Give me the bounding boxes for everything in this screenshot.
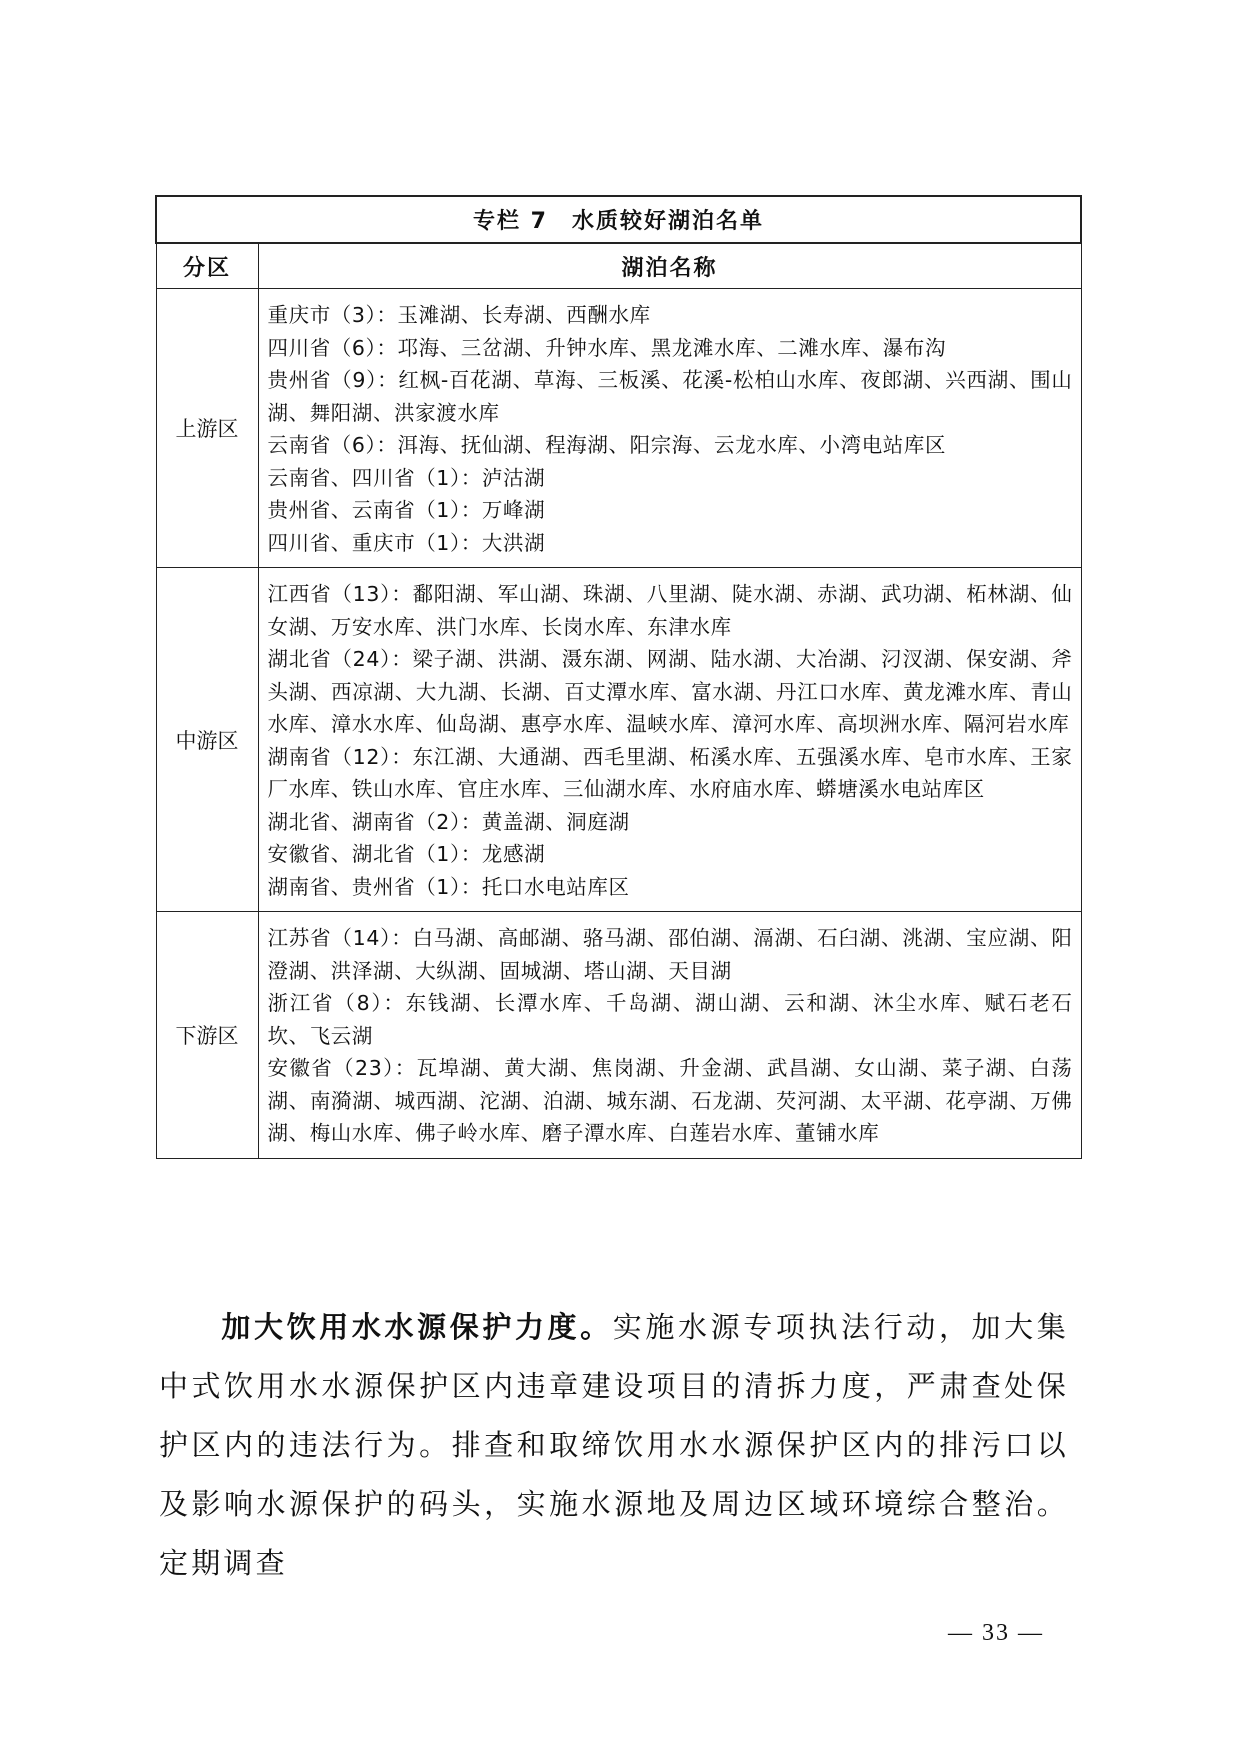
lake-line: 湖北省（24）：梁子湖、洪湖、滠东湖、网湖、陆水湖、大冶湖、汈汊湖、保安湖、斧头湖、西凉湖、大九湖、长湖、百丈潭水库、富水湖、丹江口水库、黄龙滩水库、青山水库、漳水水库、仙岛湖、惠亭水库、温峡水库、漳河水库、高坝洲水库、隔河岩水库 bbox=[267, 647, 1073, 736]
lakes-downstream bbox=[258, 912, 1081, 1159]
lake-line: 四川省（6）：邛海、三岔湖、升钟水库、黑龙滩水库、二滩水库、瀑布沟 bbox=[267, 335, 947, 360]
lake-line: 重庆市（3）：玉滩湖、长寿湖、西酬水库 bbox=[267, 303, 651, 327]
lake-list-box bbox=[155, 195, 1082, 1159]
lake-line: 江苏省（14）：白马湖、高邮湖、骆马湖、邵伯湖、滆湖、石臼湖、洮湖、宝应湖、阳澄湖、洪泽湖、大纵湖、固城湖、塔山湖、天目湖 bbox=[267, 926, 1073, 983]
lakes-upstream bbox=[258, 289, 1081, 568]
lake-line: 湖北省、湖南省（2）：黄盖湖、洞庭湖 bbox=[267, 809, 630, 834]
region-upstream: 上游区 bbox=[156, 289, 258, 568]
header-lakes: 湖泊名称 bbox=[258, 243, 1081, 289]
lake-line: 湖南省（12）：东江湖、大通湖、西毛里湖、柘溪水库、五强溪水库、皂市水库、王家厂水库、铁山水库、官庄水库、三仙湖水库、水府庙水库、蟒塘溪水电站库区 bbox=[267, 744, 1073, 801]
lake-line: 云南省（6）：洱海、抚仙湖、程海湖、阳宗海、云龙水库、小湾电站库区 bbox=[267, 433, 947, 457]
header-region: 分区 bbox=[156, 243, 258, 289]
lake-line: 贵州省、云南省（1）：万峰湖 bbox=[267, 498, 546, 522]
table-row bbox=[156, 289, 1081, 568]
lake-line: 四川省、重庆市（1）：大洪湖 bbox=[267, 530, 546, 555]
box-title: 专栏 7 水质较好湖泊名单 bbox=[156, 196, 1081, 243]
page-number: — 33 — bbox=[948, 1620, 1044, 1646]
lake-line: 云南省、四川省（1）：泸沽湖 bbox=[267, 465, 546, 490]
lakes-midstream bbox=[258, 568, 1081, 912]
table-row bbox=[156, 568, 1081, 912]
paragraph-text: 实施水源专项执法行动，加大集中式饮用水水源保护区内违章建设项目的清拆力度，严肃查处保护区内的违法行为。排查和取缔饮用水水源保护区内的排污口以及影响水源保护的码头，实施水源地及周边区域环境综合整治。定期调查 bbox=[159, 1310, 1069, 1580]
body-paragraph bbox=[159, 1298, 1069, 1593]
lake-line: 浙江省（8）：东钱湖、长潭水库、千岛湖、湖山湖、云和湖、沐尘水库、赋石老石坎、飞云湖 bbox=[267, 991, 1073, 1048]
paragraph-lead: 加大饮用水水源保护力度。 bbox=[221, 1310, 613, 1344]
lake-line: 江西省（13）：鄱阳湖、军山湖、珠湖、八里湖、陡水湖、赤湖、武功湖、柘林湖、仙女湖、万安水库、洪门水库、长岗水库、东津水库 bbox=[267, 582, 1073, 639]
lake-line: 湖南省、贵州省（1）：托口水电站库区 bbox=[267, 874, 630, 899]
region-midstream: 中游区 bbox=[156, 568, 258, 912]
region-downstream: 下游区 bbox=[156, 912, 258, 1159]
table-row bbox=[156, 912, 1081, 1159]
lake-line: 安徽省（23）：瓦埠湖、黄大湖、焦岗湖、升金湖、武昌湖、女山湖、菜子湖、白荡湖、南漪湖、城西湖、沱湖、泊湖、城东湖、石龙湖、芡河湖、太平湖、花亭湖、万佛湖、梅山水库、佛子岭水库、磨子潭水库、白莲岩水库、董铺水库 bbox=[267, 1056, 1073, 1145]
lake-line: 贵州省（9）：红枫-百花湖、草海、三板溪、花溪-松柏山水库、夜郎湖、兴西湖、围山湖、舞阳湖、洪家渡水库 bbox=[267, 368, 1073, 425]
lake-line: 安徽省、湖北省（1）：龙感湖 bbox=[267, 842, 546, 866]
